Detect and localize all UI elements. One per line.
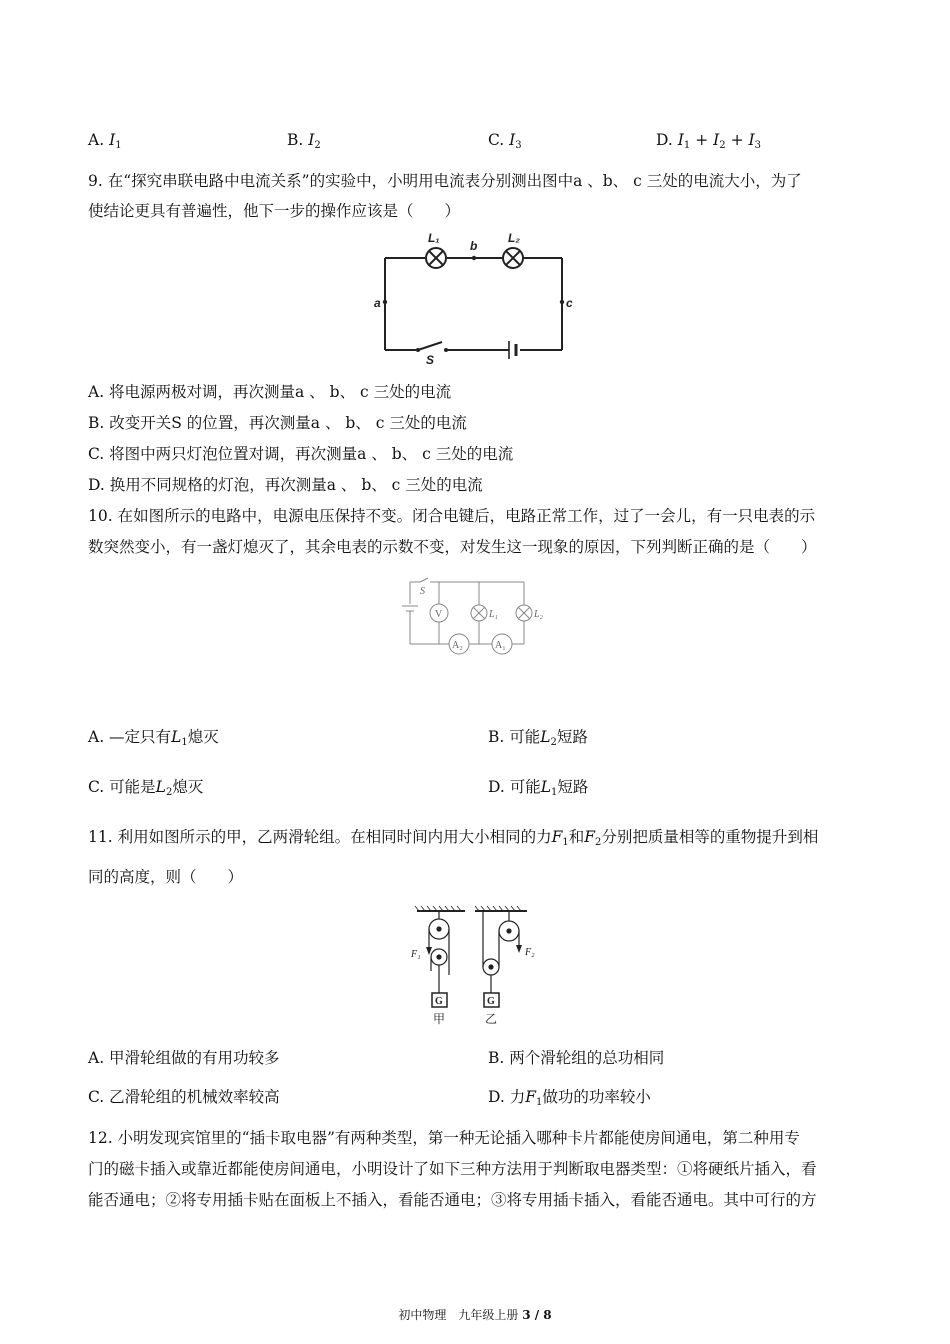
q11-label-f2: F₂: [525, 947, 535, 958]
q9-label-b: b: [470, 239, 478, 253]
q10-option-c: C. 可能是$L_2$熄灭: [88, 778, 204, 798]
q11-stem-line1: 11. 利用如图所示的甲，乙两滑轮组。在相同时间内用大小相同的力$F_1$和$F_2$分别把质量相等的重物提升到相: [88, 828, 819, 848]
q9-option-a: A. 将电源两极对调，再次测量a 、 b、 c 三处的电流: [88, 383, 452, 401]
q10-option-a: A. —定只有$L_1$熄灭: [88, 728, 219, 748]
q9-label-a: a: [374, 296, 381, 310]
q10-option-d: D. 可能$L_1$短路: [488, 778, 589, 798]
q12-line2: 门的磁卡插入或靠近都能使房间通电，小明设计了如下三种方法用于判断取电器类型：①将硬纸片插入，看: [88, 1160, 817, 1178]
q10-label-a1: A₁: [495, 640, 506, 651]
q9-stem-line1: 9. 在“探究串联电路中电流关系”的实验中，小明用电流表分别测出图中a 、b、 c 三处的电流大小，为了: [88, 172, 802, 190]
q8-option-d: D. $I_1 + I_2 + I_3$: [656, 131, 761, 151]
q9-label-s: S: [426, 353, 435, 364]
q10-option-b: B. 可能$L_2$短路: [488, 728, 588, 748]
page-footer: [0, 1306, 950, 1323]
q10-label-l2: L₂: [534, 609, 544, 620]
q10-label-a2: A₂: [452, 640, 463, 651]
q9-label-c: c: [566, 296, 573, 310]
q9-option-b: B. 改变开关S 的位置，再次测量a 、 b、 c 三处的电流: [88, 414, 467, 432]
q11-option-d: D. 力$F_1$做功的功率较小: [488, 1088, 651, 1108]
q11-label-f1: F₁: [411, 949, 421, 960]
q11-label-jia: 甲: [433, 1012, 446, 1026]
q8-option-a: A. $I_1$: [88, 131, 122, 151]
q11-label-g2: G: [487, 996, 495, 1007]
q10-label-s: S: [420, 586, 425, 597]
q9-option-c: C. 将图中两只灯泡位置对调，再次测量a 、 b、 c 三处的电流: [88, 445, 514, 463]
q10-label-v: V: [435, 609, 443, 620]
q8-option-c: C. $I_3$: [488, 131, 522, 151]
footer-course: 初中物理 九年级上册: [398, 1308, 519, 1322]
footer-page-number: 3 / 8: [522, 1308, 552, 1322]
q11-option-a: A. 甲滑轮组做的有用功较多: [88, 1049, 280, 1067]
q9-label-l2: L₂: [508, 231, 520, 245]
q11-option-c: C. 乙滑轮组的机械效率较高: [88, 1088, 280, 1106]
q11-stem-line2: 同的高度，则（ ）: [88, 868, 244, 886]
q11-label-g1: G: [435, 996, 443, 1007]
q9-option-d: D. 换用不同规格的灯泡，再次测量a 、 b、 c 三处的电流: [88, 476, 483, 494]
q12-line1: 12. 小明发现宾馆里的“插卡取电器”有两种类型，第一种无论插入哪种卡片都能使房间通电，第二种用专: [88, 1129, 800, 1147]
q11-option-b: B. 两个滑轮组的总功相同: [488, 1049, 665, 1067]
q10-stem-line1: 10. 在如图所示的电路中，电源电压保持不变。闭合电键后，电路正常工作，过了一会儿，有一只电表的示: [88, 507, 816, 525]
q12-line3: 能否通电；②将专用插卡贴在面板上不插入，看能否通电；③将专用插卡插入，看能否通电。其中可行的方: [88, 1191, 817, 1209]
q9-stem-line2: 使结论更具有普遍性，他下一步的操作应该是（ ）: [88, 202, 461, 220]
q9-label-l1: L₁: [428, 231, 440, 245]
q10-parallel-circuit-figure: [398, 576, 558, 656]
q11-pulley-figure: [405, 905, 555, 1030]
q10-stem-line2: 数突然变小，有一盏灯熄灭了，其余电表的示数不变，对发生这一现象的原因，下列判断正确的是（ ）: [88, 538, 817, 556]
q11-label-yi: 乙: [485, 1012, 498, 1026]
q10-label-l1: L₁: [489, 609, 499, 620]
q9-series-circuit-figure: [370, 228, 580, 364]
q8-option-b: B. $I_2$: [287, 131, 321, 151]
